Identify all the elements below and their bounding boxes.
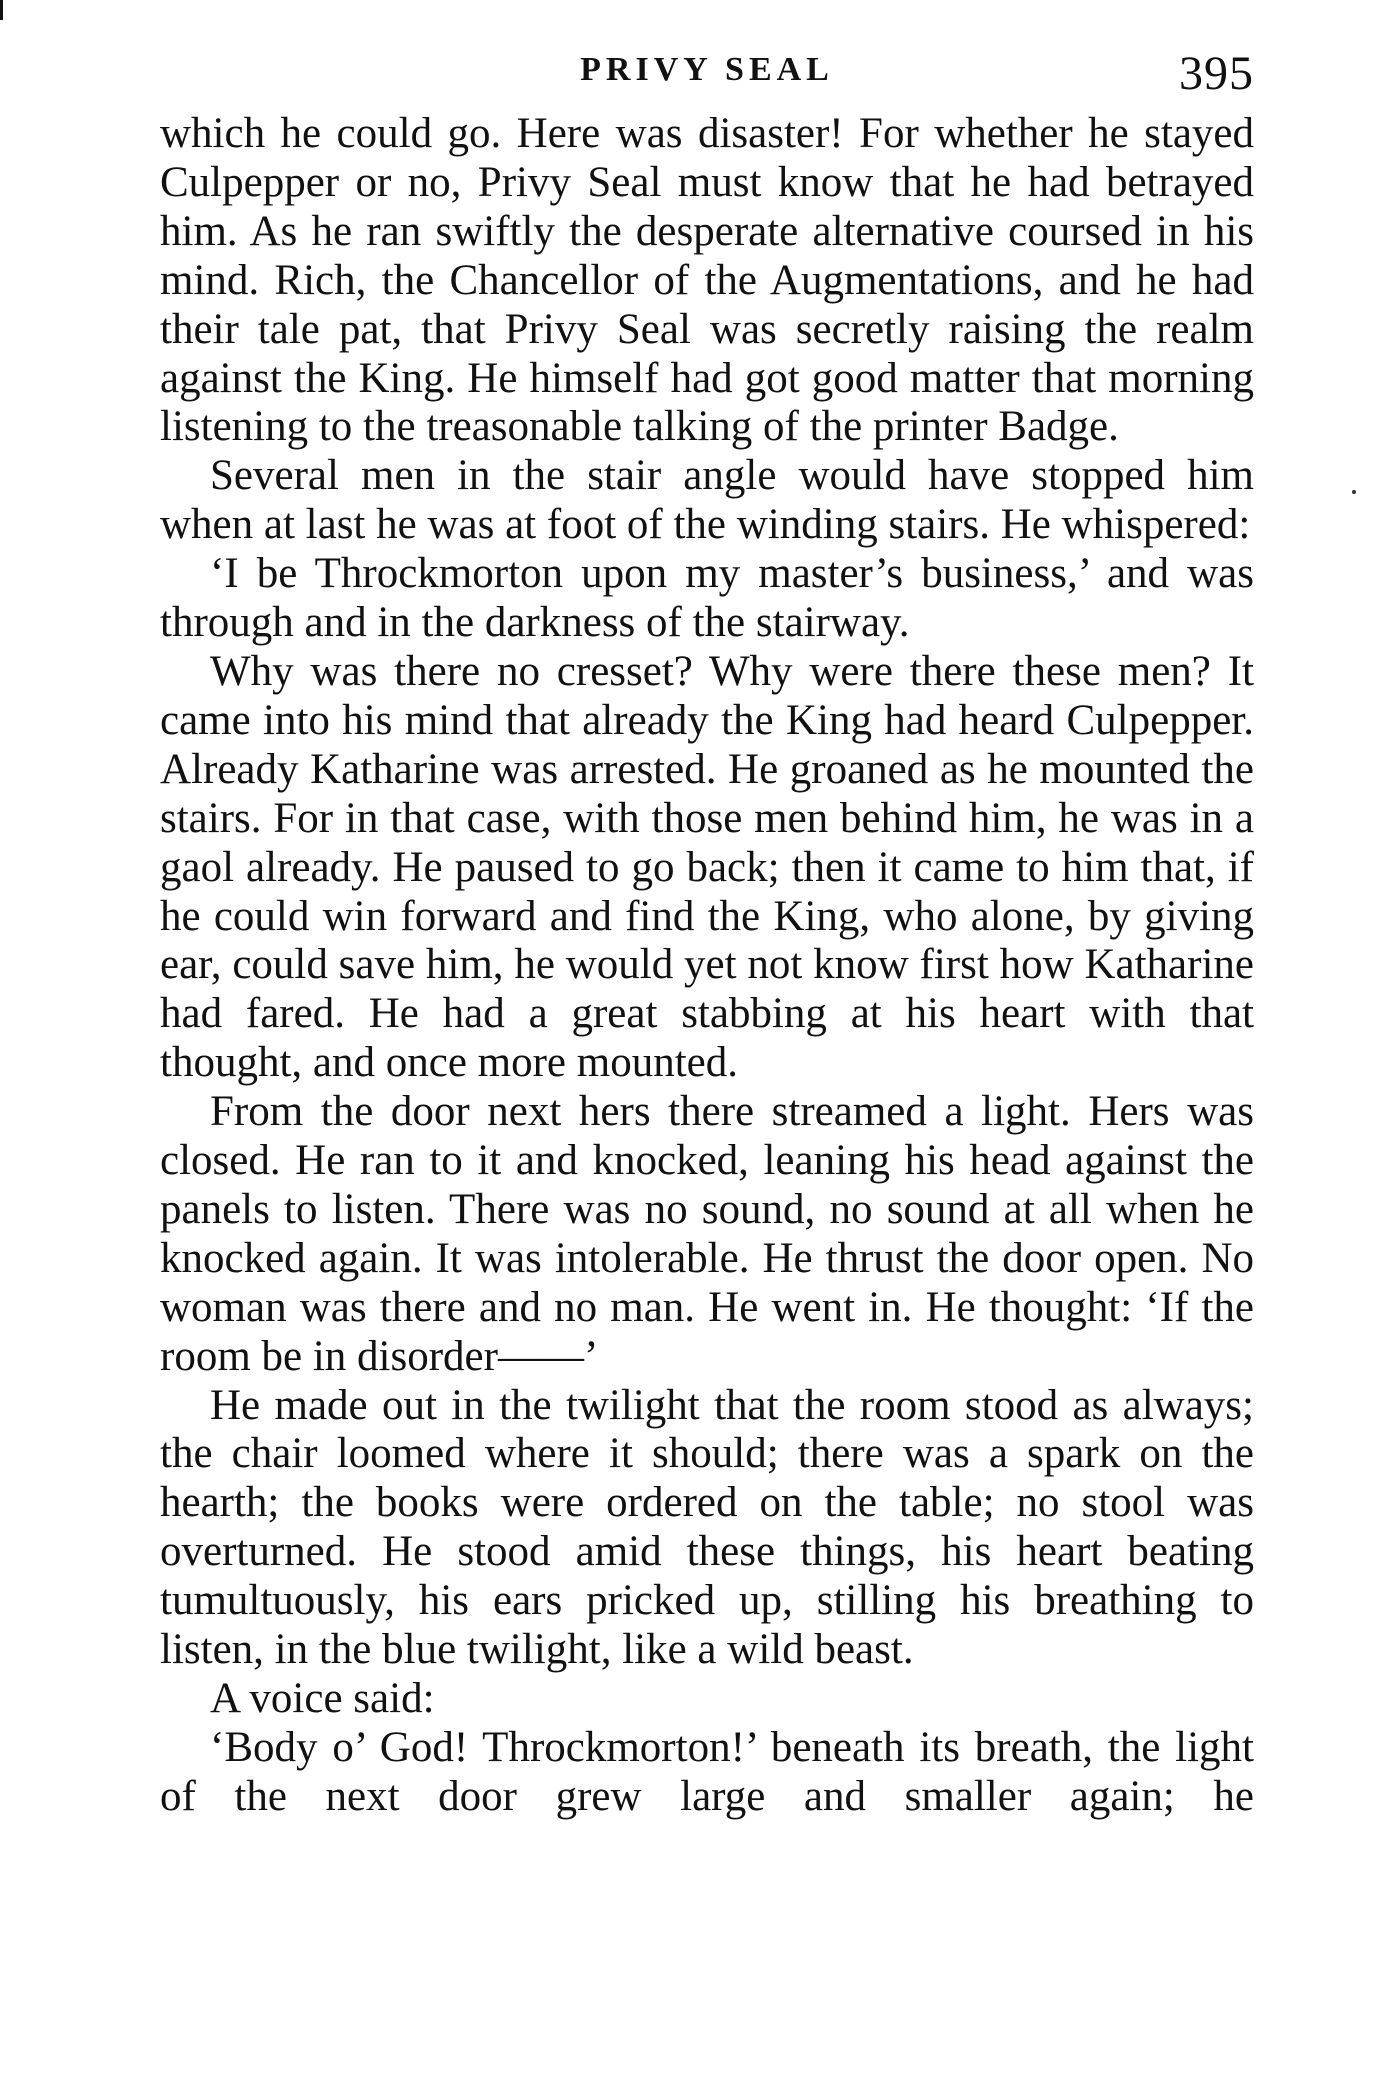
paragraph: From the door next hers there streamed a light. Hers was closed. He ran to it and knocked, leaning his head against the panels to listen. There was no sound, no sound at all when he knocked again. It was intolerable. He thrust the door open. No woman was there and no man. He went in. He thought: ‘If the room be in disorder——’ (160, 1088, 1254, 1380)
paragraph: Several men in the stair angle would have stopped him when at last he was at foot of the winding stairs. He whispered: (160, 452, 1254, 549)
body-text (160, 110, 1254, 1822)
paragraph: Why was there no cresset? Why were there these men? It came into his mind that already the King had heard Culpepper. Already Katharine was arrested. He groaned as he mounted the stairs. For in that case, with those men behind him, he was in a gaol already. He paused to go back; then it came to him that, if he could win forward and find the King, who alone, by giving ear, could save him, he would yet not know first how Katharine had fared. He had a great stabbing at his heart with that thought, and once more mounted. (160, 647, 1254, 1087)
margin-mark (0, 0, 3, 20)
paragraph: He made out in the twilight that the room stood as always; the chair loomed where it should; there was a spark on the hearth; the books were ordered on the table; no stool was overturned. He stood amid these things, his heart beating tumultuously, his ears pricked up, stilling his breathing to listen, in the blue twilight, like a wild beast. (160, 1381, 1254, 1674)
paragraph-continues: ‘Body o’ God! Throckmorton!’ beneath its breath, the light of the next door grew large and smaller again; he (160, 1723, 1254, 1820)
paragraph-continued: which he could go. Here was disaster! For whether he stayed Culpepper or no, Privy Seal must know that he had betrayed him. As he ran swiftly the desperate alternative coursed in his mind. Rich, the Chancellor of the Augmentations, and he had their tale pat, that Privy Seal was secretly raising the realm against the King. He himself had got good matter that morning listening to the treasonable talking of the printer Badge. (160, 110, 1254, 451)
running-title: PRIVY SEAL (580, 51, 834, 88)
page-header (160, 40, 1254, 110)
paragraph: A voice said: (210, 1675, 435, 1722)
paragraph: ‘I be Throckmorton upon my master’s business,’ and was through and in the darkness of the stairway. (160, 550, 1254, 647)
page-number: 395 (1179, 47, 1254, 100)
print-speck (1352, 490, 1356, 494)
